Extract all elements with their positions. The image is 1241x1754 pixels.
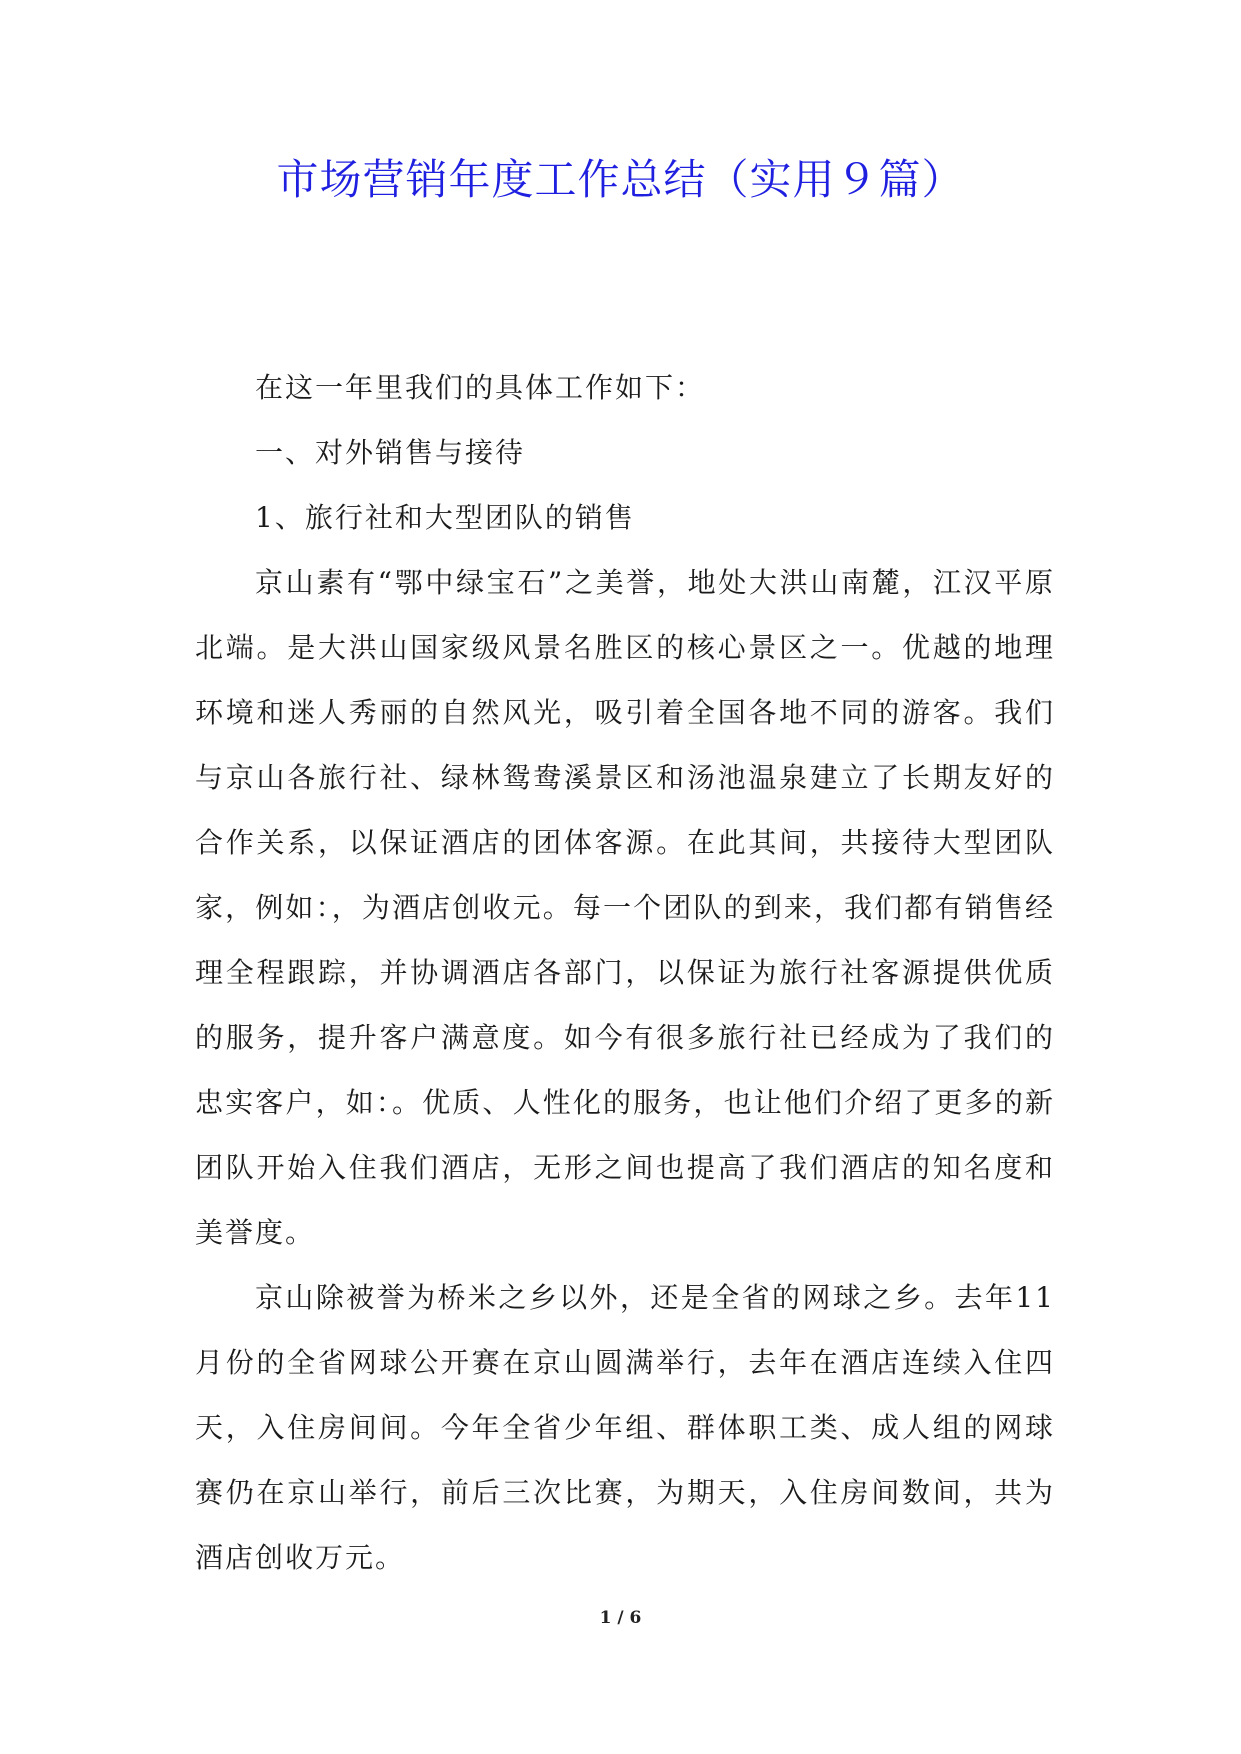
paragraph-intro: 在这一年里我们的具体工作如下： xyxy=(255,371,706,404)
section-heading: 一、对外销售与接待 xyxy=(255,436,526,469)
subsection-heading: 1、旅行社和大型团队的销售 xyxy=(255,501,635,534)
paragraph-travel-agencies: 京山素有“鄂中绿宝石”之美誉，地处大洪山南麓，江汉平原北端。是大洪山国家级风景名胜区的核心景区之一。优越的地理环境和迷人秀丽的自然风光，吸引着全国各地不同的游客。我们与京山各旅行社、绿林鸳鸯溪景区和汤池温泉建立了长期友好的合作关系，以保证酒店的团体客源。在此其间，共接待大型团队家，例如：，为酒店创收元。每一个团队的到来，我们都有销售经理全程跟踪，并协调酒店各部门，以保证为旅行社客源提供优质的服务，提升客户满意度。如今有很多旅行社已经成为了我们的忠实客户，如：。优质、人性化的服务，也让他们介绍了更多的新团队开始入住我们酒店，无形之间也提高了我们酒店的知名度和美誉度。 xyxy=(195,566,1055,1249)
document-title: 市场营销年度工作总结（实用９篇） xyxy=(276,155,965,204)
document-body xyxy=(195,355,1055,1590)
page-number: 1 / 6 xyxy=(599,1608,642,1628)
paragraph-tennis: 京山除被誉为桥米之乡以外，还是全省的网球之乡。去年11月份的全省网球公开赛在京山圆满举行，去年在酒店连续入住四天，入住房间间。今年全省少年组、群体职工类、成人组的网球赛仍在京山举行，前后三次比赛，为期天，入住房间数间，共为酒店创收万元。 xyxy=(195,1281,1055,1574)
